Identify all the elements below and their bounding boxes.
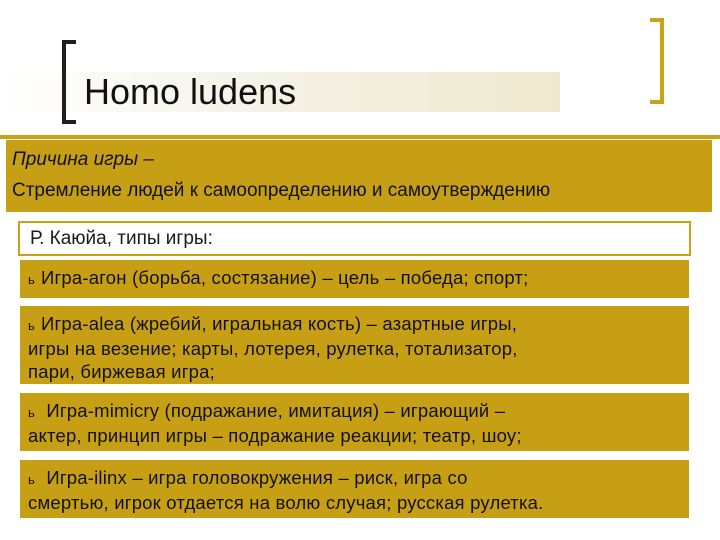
item-line: Игра-агон (борьба, состязание) – цель – победа; спорт; xyxy=(40,267,529,288)
item-line: пари, биржевая игра; xyxy=(28,361,215,382)
left-bracket-decoration xyxy=(62,40,76,124)
bullet-icon: ь xyxy=(28,318,35,333)
bullet-icon: ь xyxy=(28,272,35,287)
definition-text: Стремление людей к самоопределению и самоутверждению xyxy=(12,180,551,201)
types-heading: Р. Каюйа, типы игры: xyxy=(18,221,691,256)
item-line: Игра-alea (жребий, игральная кость) – азартные игры, xyxy=(40,313,518,334)
item-line: Игра-mimicry (подражание, имитация) – играющий – xyxy=(40,400,506,421)
list-item-mimicry xyxy=(18,391,691,453)
list-item-agon xyxy=(18,258,691,300)
item-line: смертью, игрок отдается на волю случая; русская рулетка. xyxy=(28,492,544,513)
definition-box xyxy=(6,140,712,212)
list-item-alea xyxy=(18,304,691,386)
slide-title: Homo ludens xyxy=(84,71,297,112)
definition-lead: Причина игры – xyxy=(12,149,154,170)
right-bracket-decoration xyxy=(650,18,664,104)
item-line: игры на везение; карты, лотерея, рулетка, тотализатор, xyxy=(28,338,518,359)
bullet-icon: ь xyxy=(28,405,35,420)
item-line: актер, принцип игры – подражание реакции; театр, шоу; xyxy=(28,425,522,446)
title-divider xyxy=(0,135,720,139)
list-item-ilinx xyxy=(18,458,691,520)
bullet-icon: ь xyxy=(28,472,35,487)
item-line: Игра-ilinx – игра головокружения – риск, игра со xyxy=(40,467,468,488)
